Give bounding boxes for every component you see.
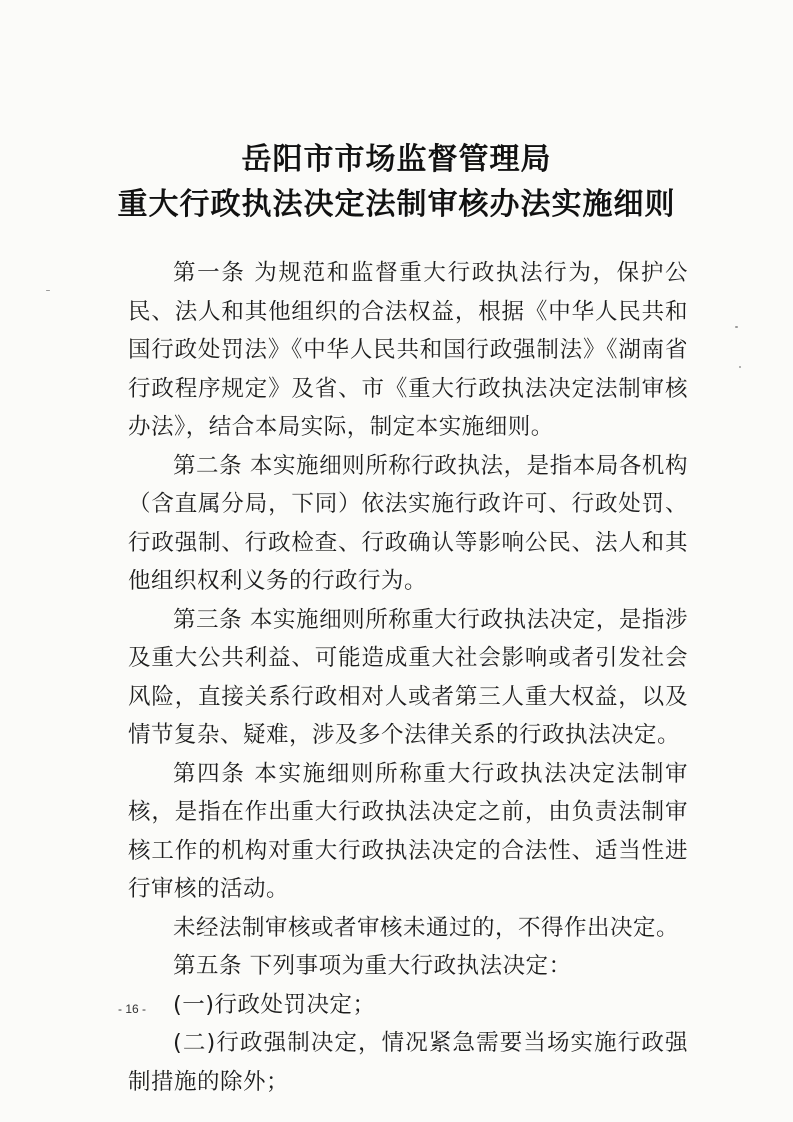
article-4-paragraph: 第四条 本实施细则所称重大行政执法决定法制审核，是指在作出重大行政执法决定之前，由负责法制审核工作的机构对重大行政执法决定的合法性、适当性进行审核的活动。 bbox=[128, 760, 688, 902]
article-5-item-1: (一)行政处罚决定； bbox=[173, 991, 376, 1018]
article-1-paragraph: 第一条 为规范和监督重大行政执法行为，保护公民、法人和其他组织的合法权益，根据《中华人民共和国行政处罚法》《中华人民共和国行政强制法》《湖南省行政程序规定》及省、市《重大行政执法决定法制审核办法》，结合本局实际，制定本实施细则。 bbox=[128, 260, 688, 440]
article-2-paragraph: 第二条 本实施细则所称行政执法，是指本局各机构（含直属分局，下同）依法实施行政许可、行政处罚、行政强制、行政检查、行政确认等影响公民、法人和其他组织权利义务的行政行为。 bbox=[128, 452, 688, 594]
article-5-paragraph: 第五条 下列事项为重大行政执法决定： bbox=[173, 953, 572, 979]
article-4-note-paragraph: 未经法制审核或者审核未通过的，不得作出决定。 bbox=[173, 914, 680, 941]
article-3-paragraph: 第三条 本实施细则所称重大行政执法决定，是指涉及重大公共利益、可能造成重大社会影响或者引发社会风险，直接关系行政相对人或者第三人重大权益，以及情节复杂、疑难，涉及多个法律关系的行政执法决定。 bbox=[128, 606, 688, 748]
scan-speck bbox=[46, 290, 50, 291]
document-title-line-2: 重大行政执法决定法制审核办法实施细则 bbox=[117, 187, 676, 222]
article-5-item-2: (二)行政强制决定，情况紧急需要当场实施行政强制措施的除外； bbox=[128, 1030, 688, 1095]
page-number: - 16 - bbox=[118, 1002, 147, 1016]
document-body bbox=[128, 254, 688, 1101]
scan-speck bbox=[735, 326, 738, 328]
document-title-line-1: 岳阳市市场监督管理局 bbox=[241, 142, 552, 177]
scan-speck bbox=[739, 366, 741, 368]
